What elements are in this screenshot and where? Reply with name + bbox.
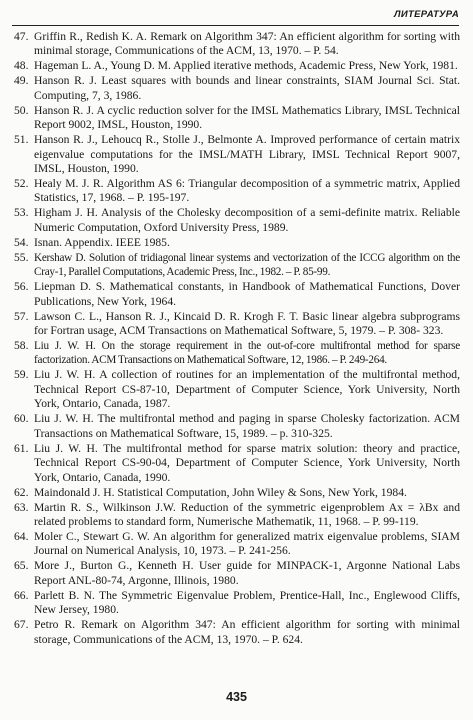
reference-text: Parlett B. N. The Symmetric Eigenvalue Problem, Prentice-Hall, Inc., Englewood Cliffs, New Jersey, 1980. — [34, 588, 460, 617]
reference-item — [14, 486, 460, 500]
reference-number: 62. — [14, 485, 29, 499]
reference-item — [14, 104, 460, 133]
reference-item — [14, 206, 460, 235]
reference-number: 60. — [14, 412, 29, 426]
reference-text: Liu J. W. H. The multifrontal method and paging in sparse Cholesky factorization. ACM Transactions on Mathematical Software, 15, 1989. – p. 310-325. — [34, 412, 460, 440]
reference-item — [14, 310, 460, 339]
reference-text: Maindonald J. H. Statistical Computation, John Wiley & Sons, New York, 1984. — [34, 485, 407, 499]
reference-number: 61. — [14, 441, 29, 455]
reference-item — [14, 30, 460, 59]
reference-text: Liepman D. S. Mathematical constants, in Handbook of Mathematical Functions, Dover Publications, New York, 1964. — [34, 280, 460, 308]
reference-item — [14, 59, 460, 73]
reference-text: Hanson R. J. Least squares with bounds and linear constraints, SIAM Journal Sci. Stat. Computing, 7, 3, 1986. — [34, 74, 460, 102]
reference-list — [14, 30, 460, 648]
reference-number: 54. — [14, 235, 29, 249]
reference-item — [14, 618, 460, 647]
reference-text: More J., Burton G., Kenneth H. User guide for MINPACK-1, Argonne National Labs Report ANL-80-74, Argonne, Illinois, 1980. — [34, 559, 460, 587]
page-number: 435 — [226, 690, 247, 704]
reference-text: Healy M. J. R. Algorithm AS 6: Triangular decomposition of a symmetric matrix, Applied Statistics, 17, 1968. – P. 195-197. — [34, 177, 460, 205]
reference-item — [14, 177, 460, 206]
reference-number: 52. — [14, 177, 29, 191]
reference-item — [14, 236, 460, 250]
reference-item — [14, 368, 460, 411]
reference-number: 50. — [14, 103, 29, 117]
reference-number: 47. — [14, 30, 29, 43]
reference-text: Hanson R. J. A cyclic reduction solver for the IMSL Mathematics Library, IMSL Technical Report 9002, IMSL, Houston, 1990. — [34, 103, 460, 132]
reference-item — [14, 530, 460, 559]
reference-number: 65. — [14, 559, 29, 573]
header-title: ЛИТЕРАТУРА — [394, 9, 459, 20]
reference-text: Kershaw D. Solution of tridiagonal linear systems and vectorization of the ICCG algorithm on the Cray-1, Parallel Computations, Academic Press, Inc., 1982. – P. 85-99. — [34, 251, 460, 279]
reference-text: Liu J. W. H. On the storage requirement in the out-of-core multifrontal method for sparse factorization. ACM Transactions on Mathematical Software, 12, 1986. – P. 249-264. — [34, 340, 460, 367]
reference-number: 59. — [14, 368, 29, 382]
reference-number: 53. — [14, 206, 29, 220]
reference-number: 66. — [14, 588, 29, 602]
reference-number: 57. — [14, 309, 29, 323]
reference-item — [14, 501, 460, 530]
reference-text: Martin R. S., Wilkinson J.W. Reduction of the symmetric eigenproblem Ax = λBx and related problems to standard form, Numerische Mathematik, 11, 1968. – P. 99-119. — [34, 500, 460, 528]
reference-text: Higham J. H. Analysis of the Cholesky decomposition of a semi-definite matrix. Reliable Numeric Computation, Oxford University Press, 1989. — [34, 206, 460, 234]
reference-text: Liu J. W. H. The multifrontal method for sparse matrix solution: theory and practice, Technical Report CS-90-04, Department of Computer Science, York University, North York, Ontario, Canada, 1990. — [34, 441, 460, 484]
reference-text: Liu J. W. H. A collection of routines for an implementation of the multifrontal method, Technical Report CS-87-10, Department of Computer Science, York University, North York, Ontario, Canada, 1987. — [34, 368, 460, 411]
reference-number: 58. — [14, 339, 29, 353]
reference-number: 67. — [14, 618, 29, 632]
reference-item — [14, 589, 460, 618]
reference-item — [14, 280, 460, 309]
reference-item — [14, 412, 460, 441]
reference-number: 51. — [14, 133, 29, 147]
reference-item — [14, 133, 460, 176]
reference-text: Griffin R., Redish K. A. Remark on Algorithm 347: An efficient algorithm for sorting with minimal storage, Communications of the ACM, 13, 1970. – P. 54. — [34, 30, 460, 58]
reference-item — [14, 251, 460, 280]
reference-item — [14, 442, 460, 485]
reference-number: 56. — [14, 280, 29, 294]
reference-number: 48. — [14, 59, 29, 73]
reference-item — [14, 559, 460, 588]
reference-item — [14, 339, 460, 368]
running-header — [12, 9, 459, 26]
reference-number: 55. — [14, 250, 29, 264]
reference-number: 49. — [14, 74, 29, 88]
reference-item — [14, 74, 460, 103]
reference-text: Hanson R. J., Lehoucq R., Stolle J., Belmonte A. Improved performance of certain matrix eigenvalue computations for the IMSL/MATH Library, IMSL Technical Report 9007, IMSL, Houston, 1990. — [34, 133, 460, 176]
reference-number: 64. — [14, 529, 29, 543]
reference-text: Hageman L. A., Young D. M. Applied iterative methods, Academic Press, New York, 1981. — [34, 59, 458, 73]
reference-text: Lawson C. L., Hanson R. J., Kincaid D. R. Krogh F. T. Basic linear algebra subprograms for Fortran usage, ACM Transactions on Mathematical Software, 5, 1979. – P. 308- 323. — [34, 309, 460, 338]
reference-text: Moler C., Stewart G. W. An algorithm for generalized matrix eigenvalue problems, SIAM Journal on Numerical Analysis, 10, 1973. – P. 241-256. — [34, 529, 460, 558]
reference-number: 63. — [14, 500, 29, 514]
reference-text: Isnan. Appendix. IEEE 1985. — [34, 235, 170, 249]
reference-text: Petro R. Remark on Algorithm 347: An efficient algorithm for sorting with minimal storage, Communications of the ACM, 13, 1970. – P. 624. — [34, 618, 460, 646]
